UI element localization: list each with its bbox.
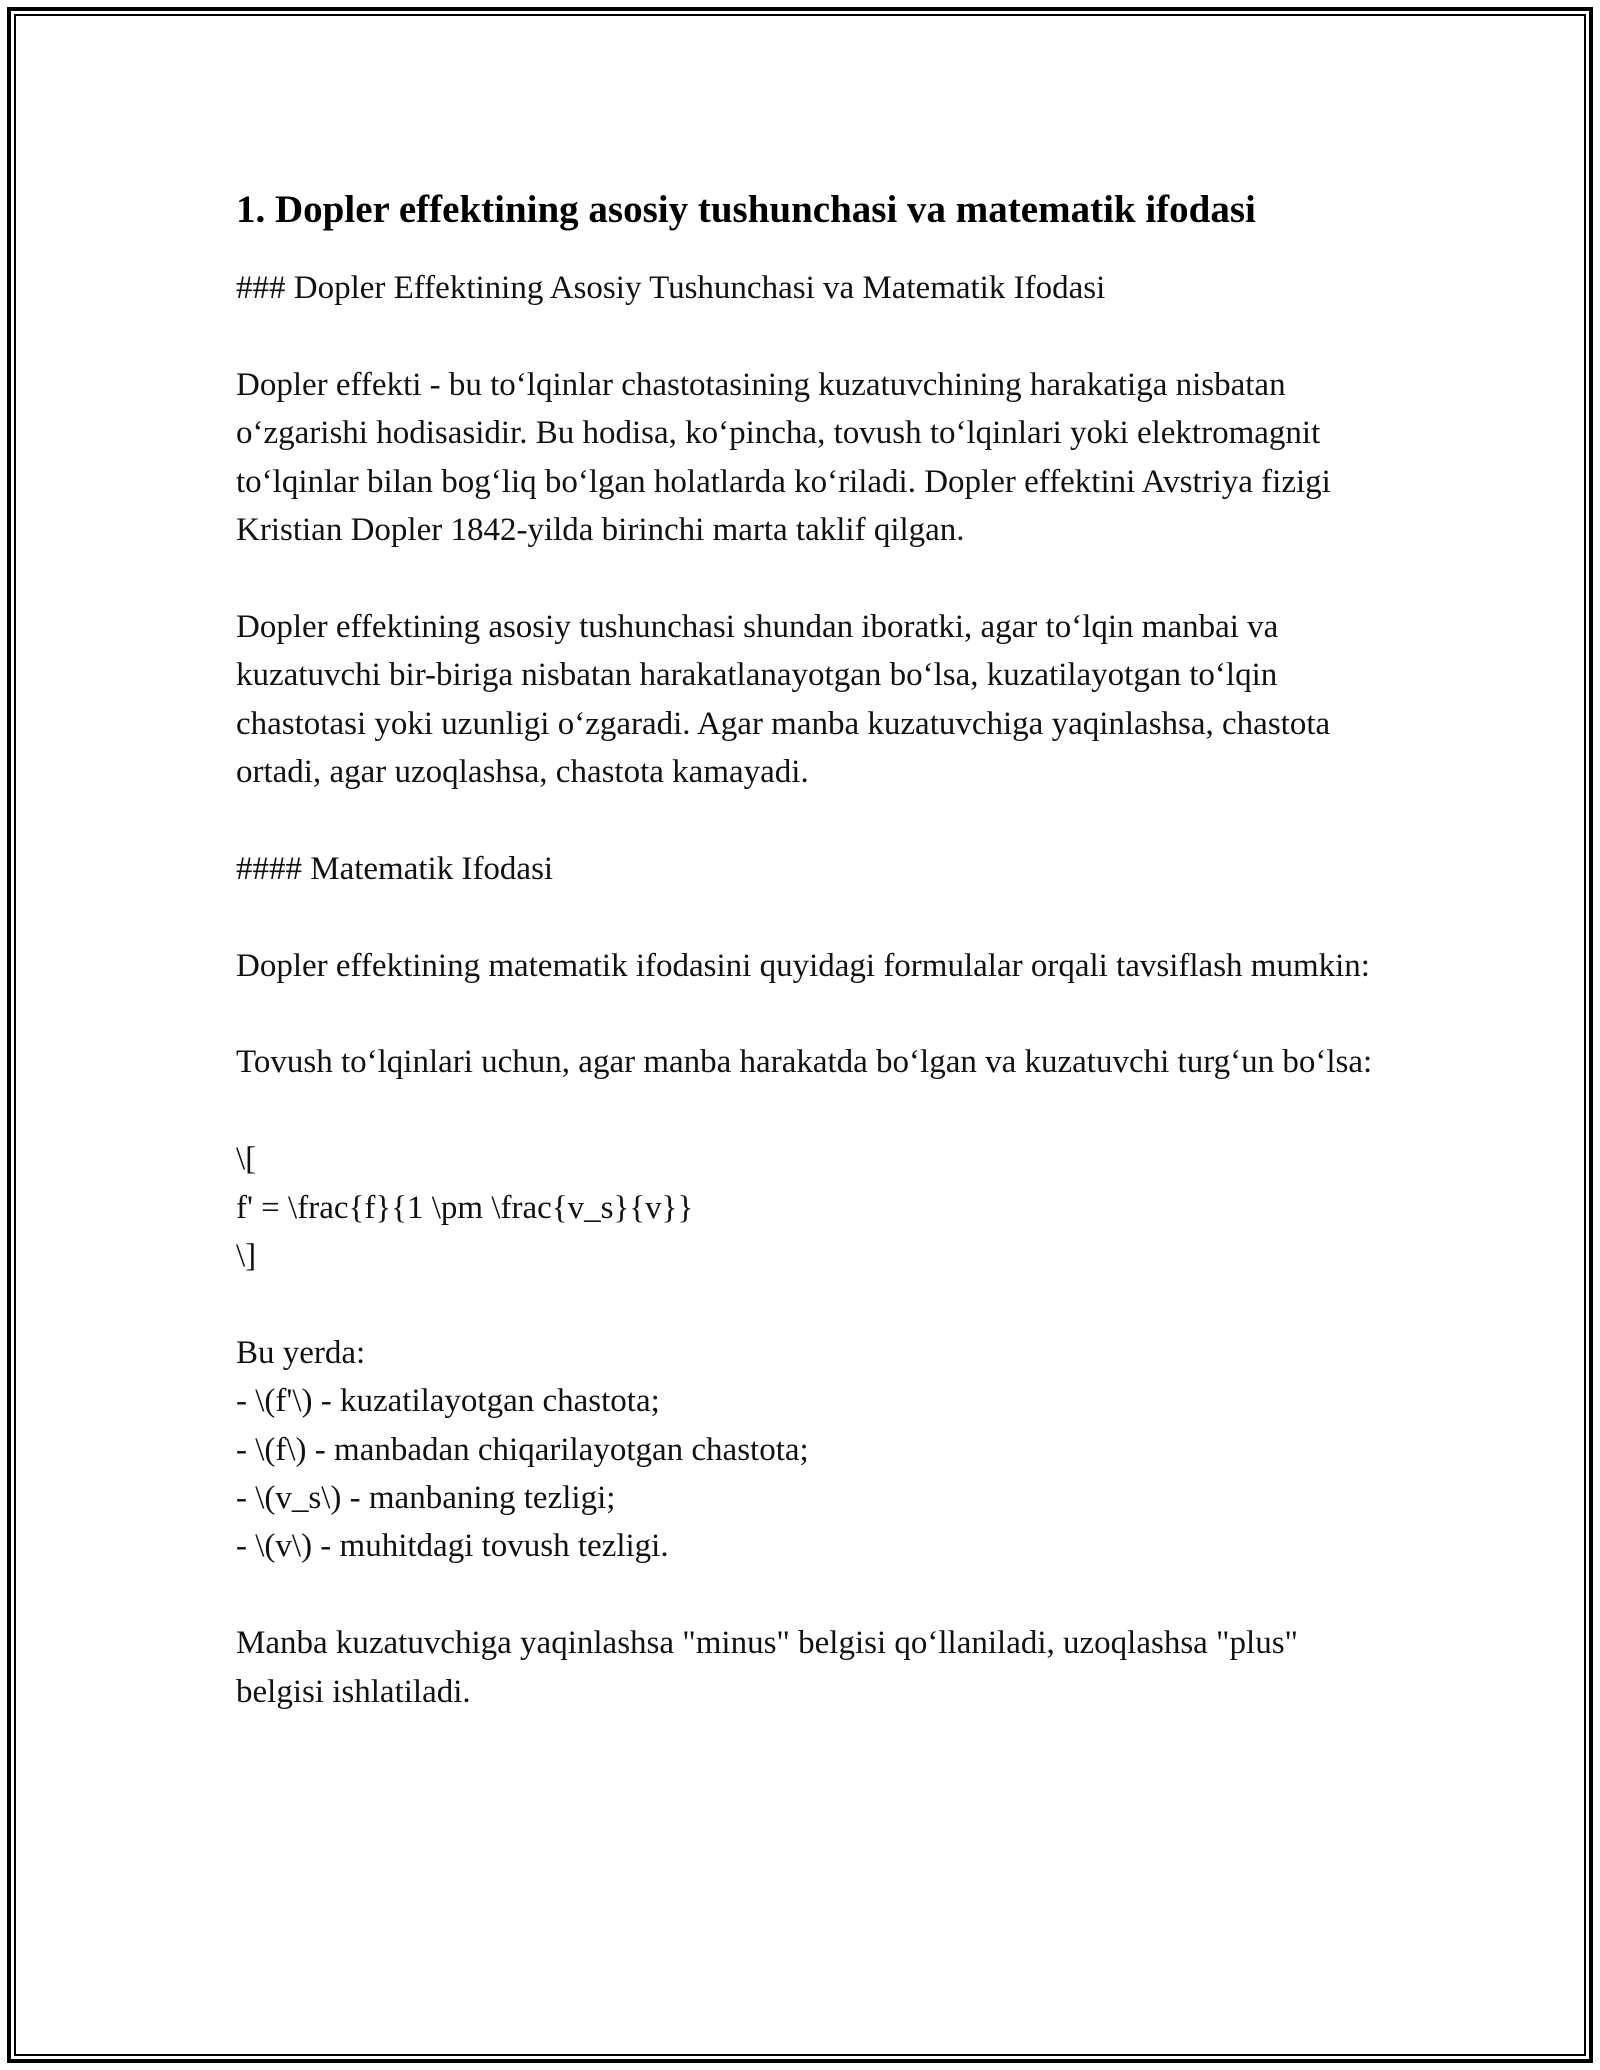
section-title: 1. Dopler effektining asosiy tushunchasi va matematik ifodasi bbox=[236, 188, 1256, 231]
paragraph-sound-case: Tovush to‘lqinlari uchun, agar manba harakatda bo‘lgan va kuzatuvchi turg‘un bo‘lsa: bbox=[236, 1044, 1373, 1081]
formula-block: \[ f' = \frac{f}{1 \pm \frac{v_s}{v}} \] bbox=[236, 1141, 694, 1275]
document-body bbox=[236, 186, 1376, 1716]
list-item: - \(f\) - manbadan chiqarilayotgan chastota; bbox=[236, 1431, 809, 1468]
variable-definitions bbox=[236, 1329, 1376, 1571]
subheading-level3: ### Dopler Effektining Asosiy Tushunchasi va Matematik Ifodasi bbox=[236, 270, 1106, 306]
paragraph-formula-intro: Dopler effektining matematik ifodasini quyidagi formulalar orqali tavsiflash mumkin: bbox=[236, 947, 1370, 984]
paragraph-sign-rule: Manba kuzatuvchiga yaqinlashsa "minus" belgisi qo‘llaniladi, uzoqlashsa "plus" belgisi ishlatiladi. bbox=[236, 1625, 1299, 1710]
list-item: - \(v_s\) - manbaning tezligi; bbox=[236, 1480, 616, 1517]
paragraph-definition: Dopler effekti - bu to‘lqinlar chastotasining kuzatuvchining harakatiga nisbatan o‘zgarishi hodisasidir. Bu hodisa, ko‘pincha, tovush to‘lqinlari yoki elektromagnit to‘lqinlar bilan bog‘liq bo‘lgan holatlarda ko‘riladi. Dopler effektini Avstriya fizigi Kristian Dopler 1842-yilda birinchi marta taklif qilgan. bbox=[236, 366, 1331, 549]
paragraph-concept: Dopler effektining asosiy tushunchasi shundan iboratki, agar to‘lqin manbai va kuzatuvchi bir-biriga nisbatan harakatlanayotgan bo‘lsa, kuzatilayotgan to‘lqin chastotasi yoki uzunligi o‘zgaradi. Agar manba kuzatuvchiga yaqinlashsa, chastota ortadi, agar uzoqlashsa, chastota kamayadi. bbox=[236, 608, 1331, 791]
list-item: - \(v\) - muhitdagi tovush tezligi. bbox=[236, 1528, 669, 1565]
variable-list bbox=[236, 1377, 1376, 1571]
list-item: - \(f'\) - kuzatilayotgan chastota; bbox=[236, 1383, 660, 1420]
subheading-level4: #### Matematik Ifodasi bbox=[236, 850, 554, 887]
where-label: Bu yerda: bbox=[236, 1334, 366, 1371]
